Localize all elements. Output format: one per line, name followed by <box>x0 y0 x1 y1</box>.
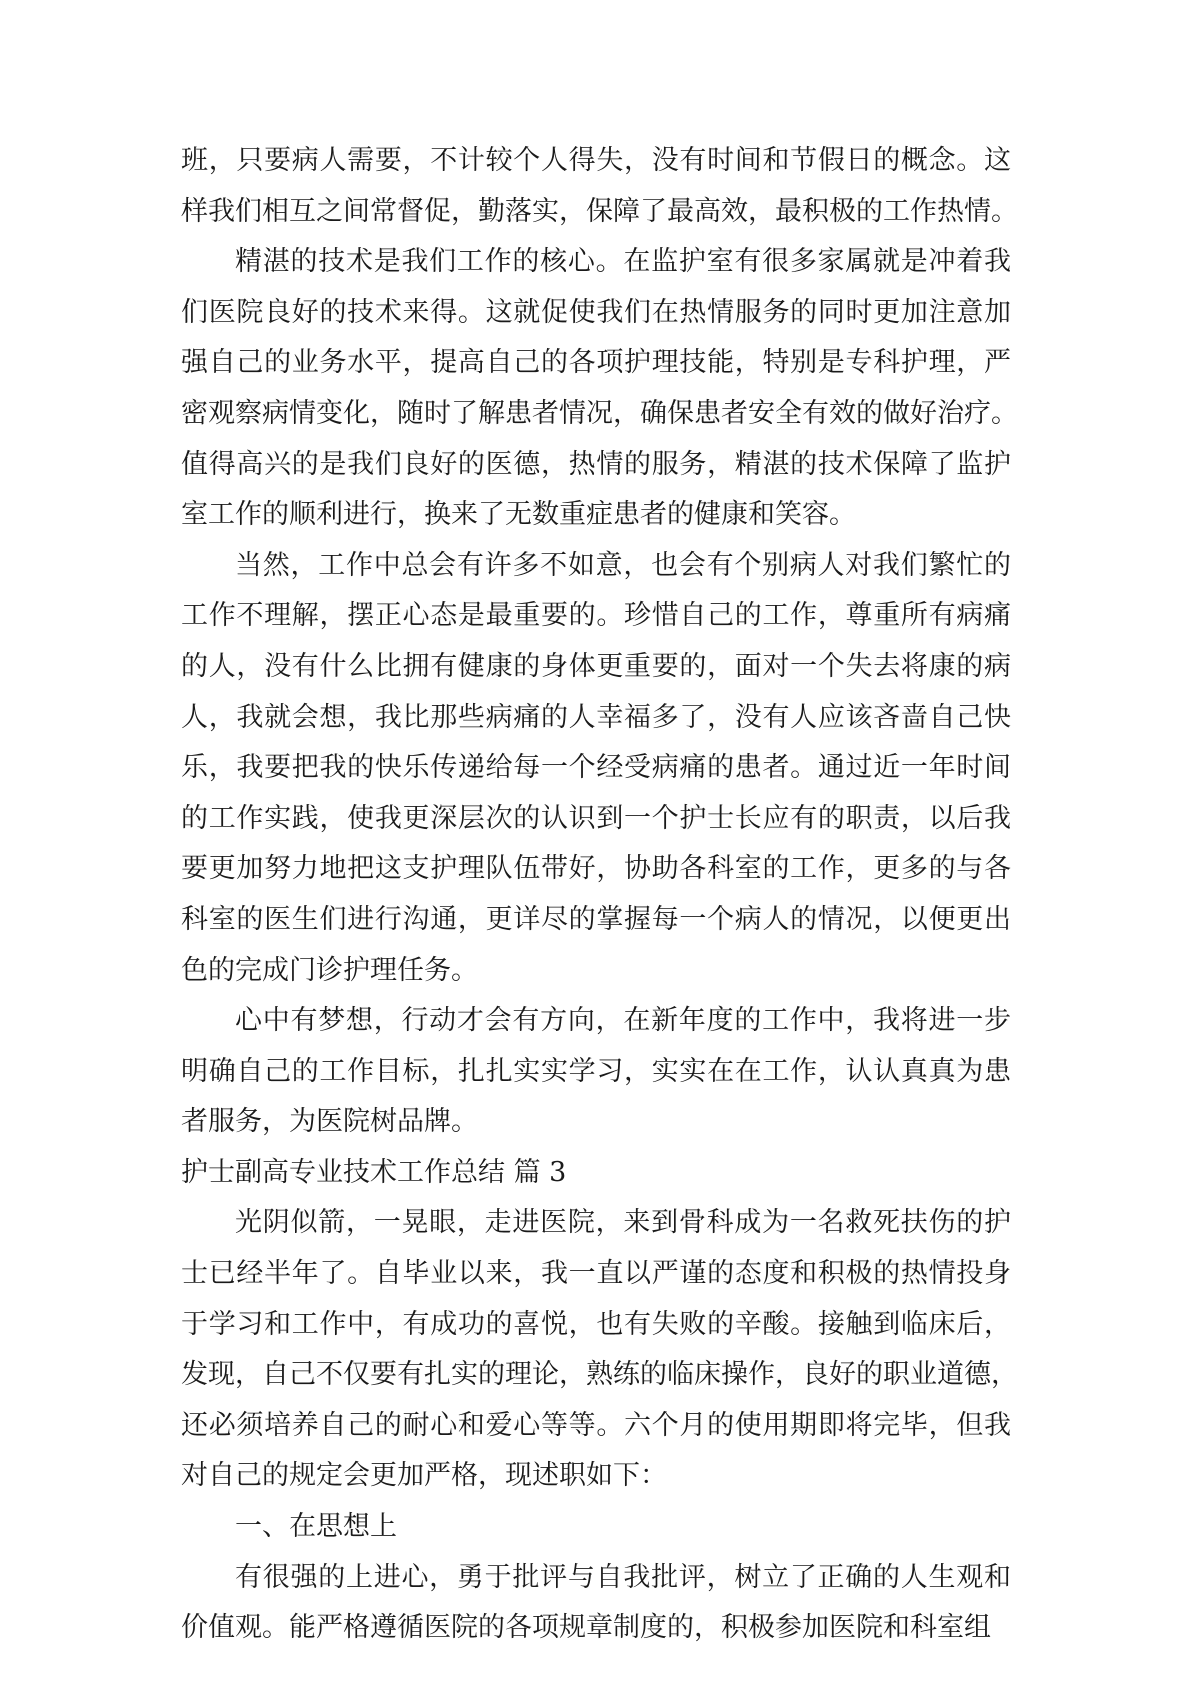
text-line: 人，我就会想，我比那些病痛的人幸福多了，没有人应该吝啬自己快 <box>181 701 1011 733</box>
text-line: 对自己的规定会更加严格，现述职如下： <box>181 1460 667 1492</box>
text-line: 要更加努力地把这支护理队伍带好，协助各科室的工作，更多的与各 <box>181 853 1011 885</box>
text-line: 的工作实践，使我更深层次的认识到一个护士长应有的职责，以后我 <box>181 802 1011 834</box>
text-line: 科室的医生们进行沟通，更详尽的掌握每一个病人的情况，以便更出 <box>181 903 1011 935</box>
text-line: 室工作的顺利进行，换来了无数重症患者的健康和笑容。 <box>181 499 856 531</box>
text-line: 明确自己的工作目标，扎扎实实学习，实实在在工作，认认真真为患 <box>181 1055 1011 1087</box>
text-line: 班，只要病人需要，不计较个人得失，没有时间和节假日的概念。这 <box>181 145 1011 176</box>
text-line: 的人，没有什么比拥有健康的身体更重要的，面对一个失去将康的病 <box>181 650 1011 682</box>
text-line: 工作不理解，摆正心态是最重要的。珍惜自己的工作，尊重所有病痛 <box>181 600 1011 632</box>
text-line: 心中有梦想，行动才会有方向，在新年度的工作中，我将进一步 <box>235 1005 1011 1037</box>
text-line: 值得高兴的是我们良好的医德，热情的服务，精湛的技术保障了监护 <box>181 448 1011 480</box>
text-line: 样我们相互之间常督促，勤落实，保障了最高效，最积极的工作热情。 <box>181 195 1018 227</box>
paragraph <box>181 237 1018 541</box>
text-line: 精湛的技术是我们工作的核心。在监护室有很多家属就是冲着我 <box>235 246 1011 278</box>
paragraph <box>181 996 1011 1148</box>
text-line: 当然，工作中总会有许多不如意，也会有个别病人对我们繁忙的 <box>235 549 1011 581</box>
text-line: 强自己的业务水平，提高自己的各项护理技能，特别是专科护理，严 <box>181 347 1011 379</box>
document-body <box>181 136 1018 1654</box>
heading-text: 护士副高专业技术工作总结 篇 3 <box>181 1156 567 1188</box>
text-line: 发现，自己不仅要有扎实的理论，熟练的临床操作，良好的职业道德， <box>181 1359 1018 1391</box>
text-line: 士已经半年了。自毕业以来，我一直以严谨的态度和积极的热情投身 <box>181 1258 1011 1290</box>
paragraph <box>181 136 1018 237</box>
text-line: 者服务，为医院树品牌。 <box>181 1106 478 1138</box>
paragraph <box>181 541 1011 996</box>
paragraph <box>181 1553 1011 1654</box>
text-line: 光阴似箭，一晃眼，走进医院，来到骨科成为一名救死扶伤的护 <box>235 1207 1011 1239</box>
paragraph <box>181 1502 1011 1553</box>
text-line: 价值观。能严格遵循医院的各项规章制度的，积极参加医院和科室组 <box>181 1612 991 1644</box>
text-line: 一、在思想上 <box>235 1511 397 1543</box>
text-line: 们医院良好的技术来得。这就促使我们在热情服务的同时更加注意加 <box>181 296 1011 328</box>
text-line: 于学习和工作中，有成功的喜悦，也有失败的辛酸。接触到临床后， <box>181 1308 1011 1340</box>
text-line: 乐，我要把我的快乐传递给每一个经受病痛的患者。通过近一年时间 <box>181 752 1011 784</box>
section-heading <box>181 1148 1011 1199</box>
text-line: 有很强的上进心，勇于批评与自我批评，树立了正确的人生观和 <box>235 1561 1011 1593</box>
text-line: 色的完成门诊护理任务。 <box>181 954 478 986</box>
paragraph <box>181 1198 1018 1502</box>
text-line: 密观察病情变化，随时了解患者情况，确保患者安全有效的做好治疗。 <box>181 397 1018 429</box>
text-line: 还必须培养自己的耐心和爱心等等。六个月的使用期即将完毕，但我 <box>181 1409 1011 1441</box>
